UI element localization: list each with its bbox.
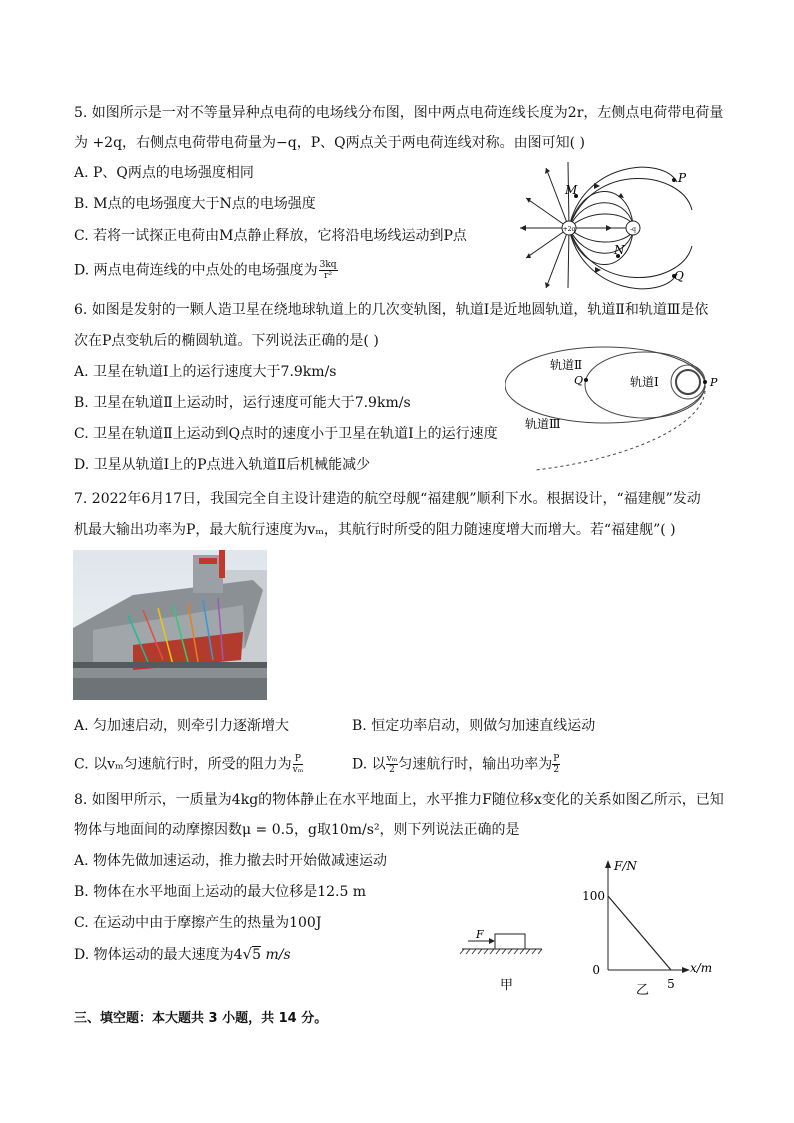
q5-stem-line1: 5. 如图所示是一对不等量异种点电荷的电场线分布图，图中两点电荷连线长度为2r，左侧点电荷带电荷量 [74, 105, 724, 121]
q8-block [495, 934, 525, 949]
q8-option-b: B. 物体在水平地面上运动的最大位移是12.5 m [74, 884, 367, 900]
q8-stem-line2: 物体与地面间的动摩擦因数μ = 0.5，g取10m/s²，则下列说法正确的是 [74, 822, 520, 838]
q8-caption-jia: 甲 [500, 978, 514, 993]
q6-earth [676, 370, 700, 394]
q8-caption-yi: 乙 [636, 983, 650, 998]
q6-label-orbit2: 轨道Ⅱ [550, 358, 583, 372]
q6-orbit-figure [505, 345, 725, 473]
q8-option-c: C. 在运动中由于摩擦产生的热量为100J [74, 915, 322, 931]
q5-option-d-text: D. 两点电荷连线的中点处的电场强度为 [74, 262, 318, 279]
q7-option-d: D. 以 $\frac{\text{vₘ}}{2}$ 匀速航行时，输出功率为 $\frac{P}{2}$ [352, 754, 560, 775]
q6-option-b: B. 卫星在轨道Ⅱ上运动时，运行速度可能大于7.9km/s [74, 395, 411, 411]
q8-origin-label: 0 [592, 963, 600, 977]
q6-option-c: C. 卫星在轨道Ⅱ上运动到Q点时的速度小于卫星在轨道Ⅰ上的运行速度 [74, 426, 498, 442]
q6-label-q: Q [574, 374, 584, 387]
q5-left-charge-label: +2q [562, 226, 576, 233]
q8-y-tick-label: 100 [582, 889, 605, 903]
q8-figure-jia [458, 925, 548, 995]
q7-option-a: A. 匀加速启动，则牵引力逐渐增大 [74, 718, 290, 734]
q5-electric-field-figure [512, 160, 702, 290]
q5-stem-line2: 为 +2q，右侧点电荷带电荷量为−q，P、Q两点关于两电荷连线对称。由图可知( ) [74, 135, 586, 151]
q7-option-b: B. 恒定功率启动，则做匀加速直线运动 [352, 718, 596, 734]
q5-option-b: B. M点的电场强度大于N点的电场强度 [74, 196, 316, 212]
q6-label-orbit1: 轨道Ⅰ [630, 375, 659, 389]
q6-orbit-3 [505, 347, 705, 423]
q6-stem-line2: 次在P点变轨后的椭圆轨道。下列说法正确的是( ) [74, 333, 379, 349]
q8-y-axis-label: F/N [614, 859, 637, 873]
q7-stem-line1: 7. 2022年6月17日，我国完全自主设计建造的航空母舰“福建舰”顺利下水。根据设计，“福建舰”发动 [74, 491, 701, 507]
q6-option-d: D. 卫星从轨道Ⅰ上的P点进入轨道Ⅱ后机械能减少 [74, 457, 371, 473]
q7-option-c-fraction: $\frac{P}{\text{vₘ}}$ [292, 754, 304, 775]
q6-label-orbit3: 轨道Ⅲ [525, 417, 561, 431]
q5-option-d-fraction: $\frac{3kq}{\text{r²}}$ [319, 260, 337, 281]
q7-stem-line2: 机最大输出功率为P，最大航行速度为vₘ，其航行时所受的阻力随速度增大而增大。若“福建舰”( ) [74, 522, 676, 538]
q5-right-charge-label: -q [630, 226, 636, 233]
q8-force-displacement-graph [578, 858, 724, 998]
q6-point-p [703, 380, 707, 384]
q8-option-a: A. 物体先做加速运动，推力撤去时开始做减速运动 [74, 853, 388, 869]
q5-option-c: C. 若将一试探正电荷由M点静止释放，它将沿电场线运动到P点 [74, 228, 467, 244]
q5-label-q: Q [674, 269, 684, 283]
q6-stem-line1: 6. 如图是发射的一颗人造卫星在绕地球轨道上的几次变轨图，轨道Ⅰ是近地圆轨道，轨道Ⅱ和轨道Ⅲ是依 [74, 302, 709, 318]
q8-x-axis-label: x/m [690, 961, 713, 975]
q7-option-c: C. 以vₘ匀速航行时，所受的阻力为 $\frac{P}{\text{vₘ}}$ [74, 754, 304, 775]
q8-x-tick-label: 5 [667, 977, 675, 991]
q5-option-a: A. P、Q两点的电场强度相同 [74, 165, 254, 181]
q8-force-label: F [476, 928, 484, 941]
sqrt-symbol: √ [242, 945, 253, 963]
q5-point-p [672, 178, 676, 182]
q8-force-line [608, 896, 671, 970]
q8-stem-line1: 8. 如图甲所示，一质量为4kg的物体静止在水平地面上，水平推力F随位移x变化的关系如图乙所示，已知 [74, 792, 724, 808]
q8-option-d: D. 物体运动的最大速度为4√5 m/s [74, 945, 291, 963]
q5-label-p: P [678, 171, 687, 185]
q6-label-p: P [710, 376, 718, 389]
section-3-heading: 三、填空题：本大题共 3 小题，共 14 分。 [74, 1011, 328, 1026]
aircraft-carrier-photo [73, 550, 267, 700]
q6-point-q [584, 378, 588, 382]
q6-option-a: A. 卫星在轨道Ⅰ上的运行速度大于7.9km/s [74, 364, 337, 380]
q5-label-n: N [614, 243, 625, 257]
q5-label-m: M [565, 183, 578, 197]
q5-option-d [74, 260, 338, 281]
q7-option-d-fraction1: $\frac{\text{vₘ}}{2}$ [386, 754, 398, 775]
q7-option-d-fraction2: $\frac{P}{2}$ [553, 754, 560, 775]
